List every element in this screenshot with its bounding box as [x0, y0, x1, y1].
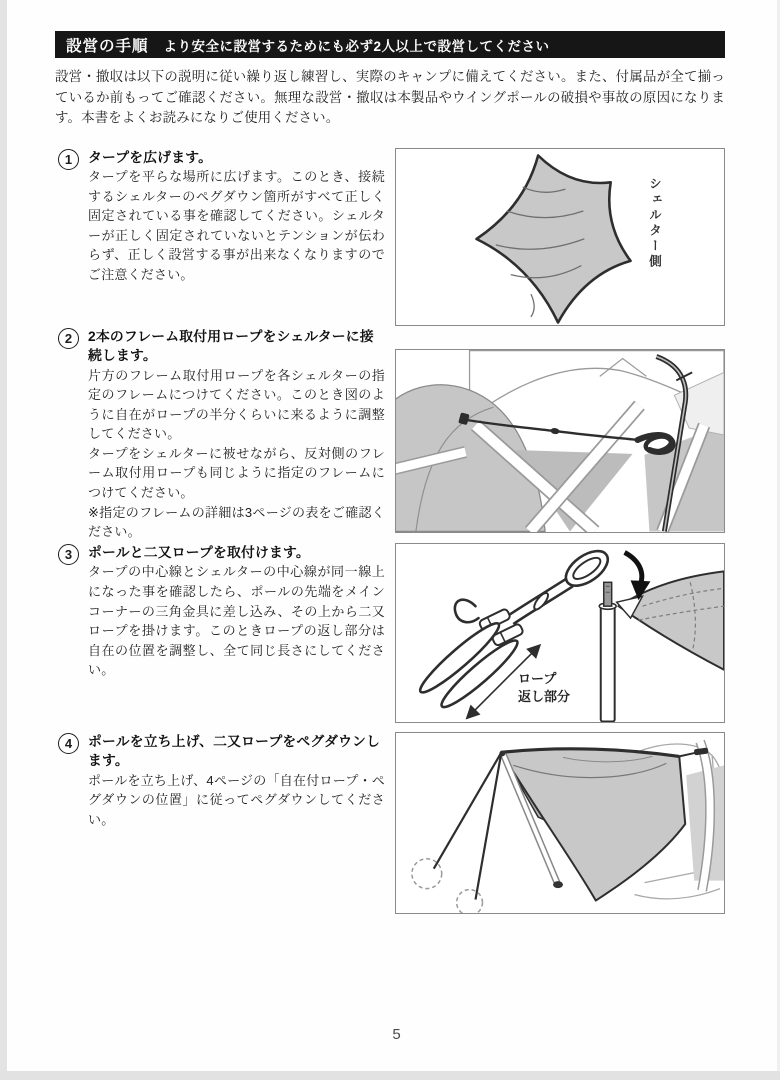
step-2-body-1: 片方のフレーム取付用ロープを各シェルターの指定のフレームにつけてください。このとき図のように自在がロープの半分くらいに来るように調整してください。	[88, 367, 385, 442]
fork-rope	[507, 544, 613, 624]
step-2-body-2: タープをシェルターに被せながら、反対側のフレーム取付用ロープも同じように指定のフレームにつけてください。	[88, 445, 385, 501]
section-subtitle: より安全に設営するためにも必ず2人以上で設営してください	[163, 38, 550, 54]
step-2-number-badge: 2	[58, 328, 79, 349]
rope-return-label: ロープ 返し部分	[518, 670, 571, 704]
step-2-illustration-box	[395, 349, 725, 533]
step-4-title: ポールを立ち上げ、二又ロープをペグダウンします。	[88, 733, 381, 769]
section-header-bar	[55, 31, 725, 58]
step-1-row	[55, 148, 725, 326]
rope-adjuster	[550, 427, 560, 434]
step-4-text	[55, 732, 395, 830]
photo-background-edge-bottom	[0, 1071, 780, 1080]
step-3-number-badge: 3	[58, 544, 79, 565]
tarp-spread-illustration	[396, 149, 724, 325]
step-2-body-3: ※指定のフレームの詳細は3ページの表をご確認ください。	[88, 504, 385, 540]
photo-background-edge-left	[0, 0, 7, 1080]
page-number: 5	[392, 1026, 402, 1043]
step-4-illustration-box	[395, 732, 725, 914]
tarp-shape	[477, 155, 631, 322]
step-1-number-badge: 1	[58, 149, 79, 170]
step-1-body: タープを平らな場所に広げます。このとき、接続するシェルターのペグダウン箇所がすべて正しく固定されている事を確認してください。シェルターが正しく固定されていないとテンションが伝わらず、正しく設営する事が出来なくなりますのでご注意ください。	[88, 169, 385, 282]
step-3-text	[55, 543, 395, 680]
step-1-title: タープを広げます。	[88, 149, 213, 165]
intro-paragraph: 設営・撤収は以下の説明に従い繰り返し練習し、実際のキャンプに備えてください。また、付属品が全て揃っているか前もってご確認ください。無理な設営・撤収は本製品やウイングポールの破損や事故の原因になります。本書をよくお読みになりご使用ください。	[55, 69, 725, 125]
step-1-illustration-box	[395, 148, 725, 326]
pole-raised-pegdown-illustration	[396, 733, 724, 913]
step-4-row	[55, 732, 725, 914]
tarp-canopy	[501, 749, 685, 901]
step-2-text	[55, 327, 395, 542]
section-title: 設営の手順	[66, 37, 149, 55]
page-content	[55, 31, 725, 914]
step-3-body: タープの中心線とシェルターの中心線が同一線上になった事を確認したら、ポールの先端をメインコーナーの三角金具に差し込み、その上から二又ロープを掛けます。このときロープの返し部分は自在の位置を調整し、全て同じ長さにしてください。	[88, 564, 385, 678]
step-1-text	[55, 148, 395, 285]
step-4-body: ポールを立ち上げ、4ページの「自在付ロープ・ペグダウンの位置」に従ってペグダウンしてください。	[88, 772, 385, 828]
shelter-side-label: シェルター側	[647, 176, 662, 270]
frame-rope-attachment-illustration	[396, 350, 724, 532]
step-4-number-badge: 4	[58, 733, 79, 754]
step-3-row	[55, 543, 725, 723]
peg-position-marker	[457, 889, 483, 912]
step-2-row	[55, 327, 725, 542]
guy-ropes	[434, 752, 502, 899]
step-3-illustration-box	[395, 543, 725, 723]
steps-list	[55, 148, 725, 914]
step-2-title: 2本のフレーム取付用ロープをシェルターに接続します。	[88, 328, 374, 363]
wing-pole	[599, 582, 616, 721]
pole-foot	[553, 881, 563, 888]
step-3-title: ポールと二又ロープを取付けます。	[88, 544, 310, 560]
manual-page	[7, 0, 777, 1071]
